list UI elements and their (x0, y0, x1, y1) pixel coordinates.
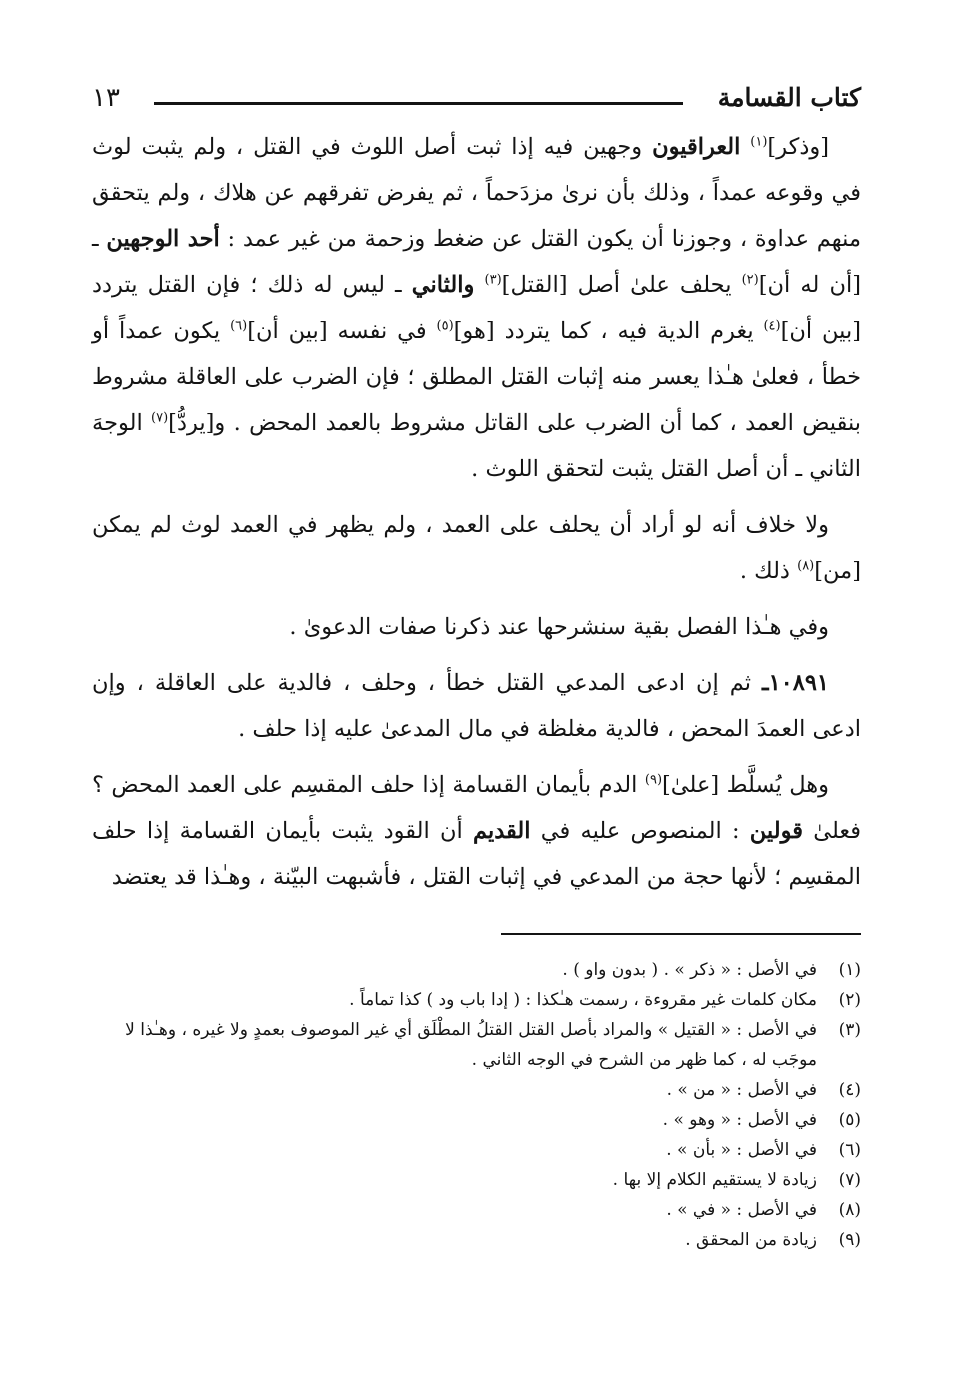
bold-term: والثاني (411, 272, 475, 298)
footnote-number: (٤) (838, 1080, 861, 1100)
footnote-ref: (١) (750, 134, 768, 150)
footnote-number: (١) (838, 960, 861, 980)
footnote-ref: (٩) (644, 772, 663, 788)
text-run: : المنصوص عليه في (530, 818, 750, 844)
footnote-item (92, 985, 861, 1015)
footnote-ref: (٣) (484, 272, 502, 288)
text-run: وهل يُسلَّط [علىٰ] (662, 772, 830, 798)
footnote-ref: (٤) (763, 318, 781, 334)
footnote-ref: (٥) (436, 318, 454, 334)
footnote-text: مكان كلمات غير مقروءة ، رسمت هـٰكذا : ( إدا باب ود ) كذا تماماً . (349, 990, 817, 1010)
paragraph (92, 660, 861, 752)
footnote-text: زيادة لا يستقيم الكلام إلا بها . (612, 1170, 817, 1190)
text-run: وفي هـٰذا الفصل بقية سنشرحها عند ذكرنا صفات الدعوىٰ . (289, 614, 829, 640)
footnote-ref: (٢) (741, 272, 759, 288)
text-run: ـ ليس له ذلك ؛ فإن القتل يتردد [بين أن] (92, 272, 861, 344)
footnote-item (92, 1015, 861, 1075)
footnote-number: (٣) (838, 1020, 861, 1040)
footnote-item (92, 955, 861, 985)
footnotes (92, 955, 861, 1255)
footnote-number: (٨) (838, 1200, 861, 1220)
text-run: ذلك . (739, 558, 798, 584)
footnote-item (92, 1135, 861, 1165)
text-run: يحلف علىٰ أصل [القتل] (501, 272, 742, 298)
footnote-text: في الأصل : « القتيل » والمراد بأصل القتل القتلُ المطْلَق أي غير الموصوف بعمدٍ ولا غيره ، وهـٰذا لا موجَب له ، كما ظهر من الشرح في الوجه الثاني . (125, 1020, 817, 1070)
footnote-text: في الأصل : « من » . (666, 1080, 817, 1100)
running-header (92, 78, 861, 118)
footnote-item (92, 1165, 861, 1195)
footnote-ref: (٧) (151, 410, 169, 426)
footnote-number: (٢) (838, 990, 861, 1010)
footnote-ref: (٦) (230, 318, 248, 334)
text-run: يغرم الدية فيه ، كما يتردد [هو] (453, 318, 764, 344)
footnote-text: في الأصل : « بأن » . (666, 1140, 817, 1160)
bold-term: القديم (472, 818, 531, 844)
footnote-text: زيادة من المحقق . (685, 1230, 817, 1250)
text-run: يكون عمداً أو خطأ ، فعلىٰ هـٰذا يعسر منه إثبات القتل المطلق ؛ فإن الضرب على العاقلة مشروط بنقيض العمد ، كما أن الضرب على القاتل مشروط بالعمد المحض . و[يردُّ] (92, 318, 861, 436)
bold-term: ١٠٨٩١ـ (761, 670, 829, 696)
footnote-number: (٧) (838, 1170, 861, 1190)
footnote-number: (٩) (838, 1230, 861, 1250)
paragraph (92, 124, 861, 492)
footnote-item (92, 1075, 861, 1105)
footnote-text: في الأصل : « ذكر » . ( بدون واو ) . (562, 960, 817, 980)
footnote-text: في الأصل : « في » . (666, 1200, 817, 1220)
footnote-item (92, 1105, 861, 1135)
footnote-separator (501, 933, 861, 935)
text-run (740, 134, 750, 160)
bold-term: قولين (749, 818, 803, 844)
main-text (92, 124, 861, 910)
text-run: [وذكر] (767, 134, 829, 160)
text-run (474, 272, 484, 298)
footnote-number: (٦) (838, 1140, 861, 1160)
paragraph (92, 604, 861, 650)
text-run: وجهين فيه إذا ثبت أصل اللوث في القتل ، ولم يثبت لوث في وقوعه عمداً ، وذلك بأن نرىٰ مزدَحماً ، ثم يفرض تفرقهم عن هلاك ، ولم يتحقق منهم عداوة ، وجوزنا أن يكون القتل عن ضغط وزحمة من غير عمد : (92, 134, 861, 252)
footnote-ref: (٨) (797, 558, 815, 574)
text-run: الوجهَ الثاني ـ أن أصل القتل يثبت لتحقق اللوث . (92, 410, 861, 482)
chapter-title: كتاب القسامة (717, 83, 861, 112)
footnote-item (92, 1225, 861, 1255)
paragraph (92, 762, 861, 900)
text-run: الدم بأيمان القسامة إذا حلف المقسِم على العمد المحض ؟ فعلىٰ (92, 772, 862, 844)
text-run: ـ [أن له أن] (92, 226, 861, 298)
footnote-number: (٥) (838, 1110, 861, 1130)
header-rule (154, 102, 683, 105)
bold-term: العراقيون (652, 134, 741, 160)
page-number: ١٣ (92, 83, 120, 113)
text-run: في نفسه [بين أن] (247, 318, 437, 344)
text-run: أن القود يثبت بأيمان القسامة إذا حلف المقسِم ؛ لأنها حجة من المدعي في إثبات القتل ، فأشبهت البيّنة ، وهـٰذا قد يعتضد (92, 818, 861, 890)
bold-term: أحد الوجهين (106, 226, 220, 252)
footnote-text: في الأصل : « وهو » . (662, 1110, 817, 1130)
paragraph (92, 502, 861, 594)
text-run: ثم إن ادعى المدعي القتل خطأ ، وحلف ، فالدية على العاقلة ، وإن ادعى العمدَ المحض ، فالدية مغلظة في مال المدعىٰ عليه إذا حلف . (92, 670, 861, 742)
footnote-item (92, 1195, 861, 1225)
text-run: ولا خلاف أنه لو أراد أن يحلف على العمد ، ولم يظهر في العمد لوث لم يمكن [من] (92, 512, 861, 584)
